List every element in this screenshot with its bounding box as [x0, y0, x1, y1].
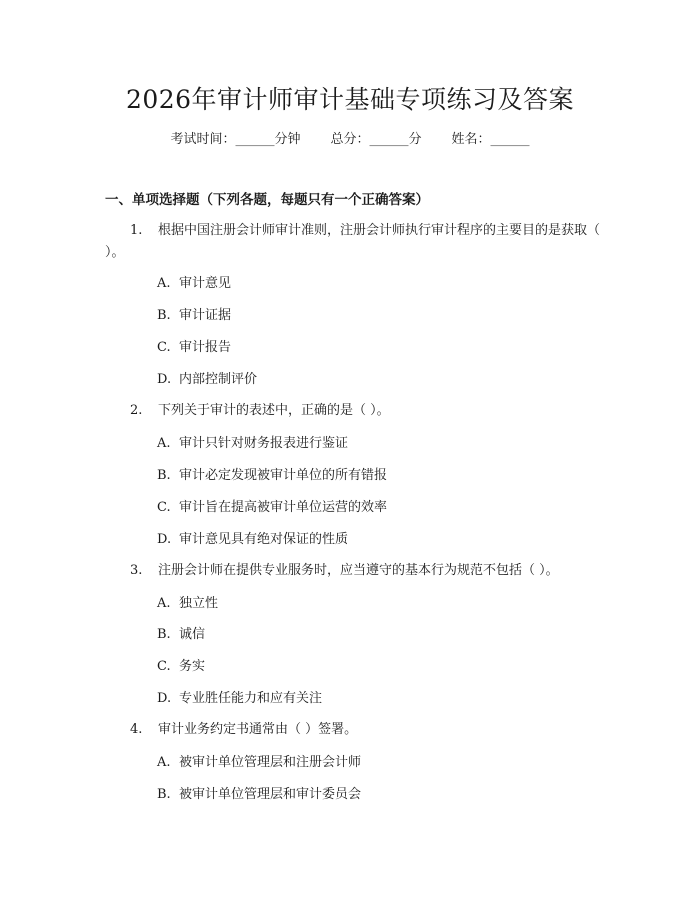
- total-score-field: 总分：______分: [330, 132, 422, 147]
- question-2-option-d: [157, 531, 348, 549]
- option-letter: A.: [157, 755, 171, 770]
- question-4-option-a: [157, 754, 361, 772]
- exam-info-line: [0, 131, 700, 149]
- option-text: 务实: [179, 659, 206, 674]
- question-2-option-a: [157, 435, 348, 453]
- option-letter: C.: [157, 659, 171, 674]
- option-letter: B.: [157, 787, 171, 802]
- option-text: 独立性: [179, 596, 219, 611]
- question-1-option-b: [157, 307, 231, 325]
- exam-time-field: 考试时间：______分钟: [170, 132, 301, 147]
- question-3-option-c: [157, 658, 205, 676]
- option-letter: D.: [157, 532, 172, 547]
- option-letter: A.: [157, 596, 171, 611]
- option-letter: C.: [157, 500, 171, 515]
- question-number: 1.: [130, 223, 143, 238]
- question-1-option-c: [157, 339, 231, 357]
- option-letter: D.: [157, 691, 172, 706]
- question-number: 2.: [130, 403, 143, 418]
- option-letter: B.: [157, 468, 171, 483]
- question-3-option-b: [157, 626, 205, 644]
- option-text: 审计必定发现被审计单位的所有错报: [179, 468, 388, 483]
- question-text: 审计业务约定书通常由（ ）签署。: [158, 722, 358, 737]
- page-title: 2026年审计师审计基础专项练习及答案: [125, 85, 575, 114]
- question-3-option-d: [157, 690, 322, 708]
- option-letter: B.: [157, 627, 171, 642]
- option-text: 审计证据: [179, 308, 232, 323]
- question-text: 根据中国注册会计师审计准则，注册会计师执行审计程序的主要目的是获取（ ）。: [105, 223, 601, 260]
- option-text: 内部控制评价: [179, 372, 258, 387]
- option-text: 审计意见: [179, 276, 232, 291]
- option-text: 被审计单位管理层和注册会计师: [179, 755, 362, 770]
- question-3: [105, 560, 600, 582]
- student-name-field: 姓名：______: [451, 132, 530, 147]
- option-text: 审计只针对财务报表进行鉴证: [179, 436, 349, 451]
- question-1-option-d: [157, 371, 257, 389]
- question-1-option-a: [157, 275, 231, 293]
- option-letter: B.: [157, 308, 171, 323]
- option-text: 专业胜任能力和应有关注: [179, 691, 323, 706]
- option-text: 审计旨在提高被审计单位运营的效率: [179, 500, 388, 515]
- question-text: 注册会计师在提供专业服务时，应当遵守的基本行为规范不包括（ ）。: [158, 563, 559, 578]
- question-2-option-b: [157, 467, 387, 485]
- question-text: 下列关于审计的表述中，正确的是（ ）。: [158, 403, 390, 418]
- option-text: 审计意见具有绝对保证的性质: [179, 532, 349, 547]
- question-2: [105, 400, 600, 422]
- question-2-option-c: [157, 499, 387, 517]
- option-letter: A.: [157, 436, 171, 451]
- question-number: 4.: [130, 722, 143, 737]
- question-3-option-a: [157, 595, 218, 613]
- option-text: 被审计单位管理层和审计委员会: [179, 787, 362, 802]
- question-number: 3.: [130, 563, 143, 578]
- question-4: [105, 719, 600, 741]
- option-letter: D.: [157, 372, 172, 387]
- option-text: 审计报告: [179, 340, 232, 355]
- option-text: 诚信: [179, 627, 206, 642]
- section-heading: 一、单项选择题（下列各题，每题只有一个正确答案）: [105, 192, 429, 208]
- question-1: [105, 220, 600, 264]
- question-4-option-b: [157, 786, 361, 804]
- option-letter: A.: [157, 276, 171, 291]
- option-letter: C.: [157, 340, 171, 355]
